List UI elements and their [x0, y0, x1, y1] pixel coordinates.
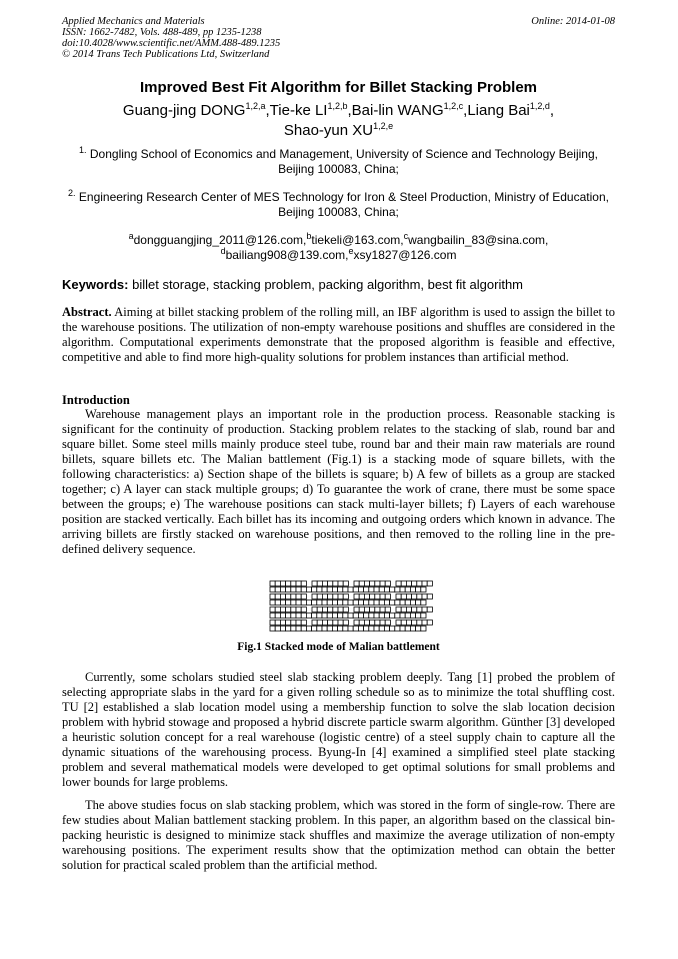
billet [396, 620, 401, 625]
billet [353, 600, 358, 605]
author-list [62, 101, 615, 141]
billet [427, 607, 432, 612]
billet [286, 581, 291, 586]
billet [301, 600, 306, 605]
billet [338, 587, 343, 592]
billet [385, 581, 390, 586]
billet [322, 581, 327, 586]
billet [322, 607, 327, 612]
billet [291, 607, 296, 612]
intro-paragraph-2: Currently, some scholars studied steel slab stacking problem deeply. Tang [1] probed the problem of selecting appropriate slabs in the yard for a given rolling schedule so as to minimize the total shuffling cost. TU [2] established a slab location model using a membership function to solve the slab location decision problem with hybrid stowage and proposed a hybrid discrete particle swarm algorithm. Günther [3] developed a heuristic solution concept for a real warehouse (logistic centre) of a steel supply chain to capture all the dynamic situations of the warehousing process. Byung-In [4] examined a simplified steel plate stacking problem and several mathematical models were developed to get optimal solutions for small problems and lower bounds for large problems. [62, 670, 615, 789]
billet [270, 600, 275, 605]
billet [275, 594, 280, 599]
billet [317, 581, 322, 586]
author-emails [62, 233, 615, 263]
billet [364, 594, 369, 599]
intro-paragraph-1: Warehouse management plays an important role in the production process. Reasonable stacking is significant for the continuity of production. Stacking problem relates to the stacking of slab, round bar and square billet. Some steel mills mainly produce steel tube, round bar and their main raw materials are round billets, square billets etc. The Malian battlement (Fig.1) is a stacking mode of square billets, with the following characteristics: a) Section shape of the billets is square; b) A few of billets as a group are stacked together; c) A layer can stack multiple groups; d) To guarantee the work of crane, there must be some space between the groups; e) The warehouse positions can stack multi-layer billets; f) Layers of each warehouse position are stacked vertically. Each billet has its incoming and outgoing orders which known in advance. The arriving billets are firstly stacked on warehouse positions, and then removed to the rolling line in the pre-defined delivery sequence. [62, 407, 615, 556]
billet [301, 620, 306, 625]
billet [421, 626, 426, 631]
billet [354, 607, 359, 612]
billet [384, 587, 389, 592]
billet [327, 626, 332, 631]
billet [306, 626, 311, 631]
billet [286, 594, 291, 599]
billet [343, 594, 348, 599]
author: Guang-jing DONG$^{1,2,a}$, [122, 101, 270, 119]
billet [338, 626, 343, 631]
billet [286, 613, 291, 618]
billet [354, 581, 359, 586]
billet [370, 620, 375, 625]
billet [343, 600, 348, 605]
journal-name: Applied Mechanics and Materials [62, 16, 205, 27]
billet [396, 594, 401, 599]
billet [280, 626, 285, 631]
billet [406, 607, 411, 612]
billet [379, 587, 384, 592]
billet [291, 600, 296, 605]
billet [301, 594, 306, 599]
billet [359, 607, 364, 612]
billet [374, 613, 379, 618]
billet [384, 613, 389, 618]
billet [317, 600, 322, 605]
email: $^d$bailiang908@139.com, [220, 246, 349, 262]
billet [380, 620, 385, 625]
billet [416, 613, 421, 618]
journal-copyright: © 2014 Trans Tech Publications Ltd, Switzerland [62, 49, 270, 60]
billet [338, 594, 343, 599]
billet [384, 626, 389, 631]
billet [374, 626, 379, 631]
billet [327, 587, 332, 592]
billet [338, 600, 343, 605]
billet [364, 607, 369, 612]
billet [317, 594, 322, 599]
billet [333, 607, 338, 612]
billet [338, 607, 343, 612]
billet [317, 587, 322, 592]
billet [412, 581, 417, 586]
billet [306, 600, 311, 605]
billet [275, 600, 280, 605]
billet [333, 594, 338, 599]
billet [332, 600, 337, 605]
billet [291, 587, 296, 592]
billet [358, 613, 363, 618]
billet [396, 581, 401, 586]
affiliation-2: $^{2.}$ Engineering Research Center of MES Technology for Iron & Steel Production, Ministry of Education, Beijing 100083, China; [68, 188, 609, 219]
billet [275, 581, 280, 586]
billet [400, 613, 405, 618]
billet [364, 613, 369, 618]
billet [296, 620, 301, 625]
billet [322, 620, 327, 625]
billet [417, 620, 422, 625]
billet [333, 581, 338, 586]
billet [410, 626, 415, 631]
billet [275, 613, 280, 618]
billet [406, 594, 411, 599]
billet [322, 600, 327, 605]
billet [385, 594, 390, 599]
billet [359, 594, 364, 599]
billet [369, 587, 374, 592]
billet [379, 613, 384, 618]
abstract [62, 305, 615, 365]
billet [380, 581, 385, 586]
billet [301, 581, 306, 586]
billet [390, 626, 395, 631]
billet [369, 626, 374, 631]
billet [374, 600, 379, 605]
billet [358, 626, 363, 631]
billet [312, 626, 317, 631]
billet [296, 594, 301, 599]
billet [353, 626, 358, 631]
keywords [62, 277, 615, 292]
billet [291, 620, 296, 625]
billet [306, 613, 311, 618]
journal-issn: ISSN: 1662-7482, Vols. 488-489, pp 1235-1238 [62, 27, 262, 38]
billet [379, 600, 384, 605]
billet [317, 620, 322, 625]
billet [385, 620, 390, 625]
billet [296, 587, 301, 592]
billet [296, 613, 301, 618]
billet [275, 607, 280, 612]
billet [296, 600, 301, 605]
billet [348, 600, 353, 605]
billet [301, 587, 306, 592]
billet [354, 594, 359, 599]
billet [333, 620, 338, 625]
billet [280, 587, 285, 592]
billet [390, 613, 395, 618]
billet [328, 581, 333, 586]
billet [343, 587, 348, 592]
billet [369, 600, 374, 605]
billet [332, 613, 337, 618]
billet [286, 626, 291, 631]
billet [291, 613, 296, 618]
billet [270, 607, 275, 612]
email: $^e$xsy1827@126.com [348, 246, 457, 262]
billet [291, 594, 296, 599]
billet [270, 581, 275, 586]
billet [312, 613, 317, 618]
billet [384, 600, 389, 605]
billet [410, 600, 415, 605]
affiliation-1: $^{1.}$ Dongling School of Economics and Management, University of Science and Technology Beijing, Beijing 100083, China; [79, 145, 598, 176]
keywords-label: Keywords: [62, 277, 129, 292]
billet [364, 626, 369, 631]
billet [286, 620, 291, 625]
billet [353, 613, 358, 618]
email: $^b$tiekeli@163.com, [306, 231, 404, 247]
billet [312, 581, 317, 586]
billet [375, 620, 380, 625]
billet [348, 626, 353, 631]
billet [395, 587, 400, 592]
figure-caption: Fig.1 Stacked mode of Malian battlement [237, 641, 440, 653]
billet [286, 587, 291, 592]
billet [280, 607, 285, 612]
billet [390, 587, 395, 592]
billet [322, 613, 327, 618]
journal-header [62, 16, 482, 60]
billet [380, 594, 385, 599]
billet [417, 594, 422, 599]
billet [343, 620, 348, 625]
billet [370, 594, 375, 599]
billet [375, 581, 380, 586]
billet [270, 587, 275, 592]
billet [312, 600, 317, 605]
billet [343, 613, 348, 618]
billet [364, 587, 369, 592]
billet [364, 600, 369, 605]
billet [338, 613, 343, 618]
billet [291, 626, 296, 631]
billet [280, 594, 285, 599]
billet [400, 600, 405, 605]
billet [364, 620, 369, 625]
billet [370, 581, 375, 586]
billet [275, 587, 280, 592]
author: Shao-yun XU$^{1,2,e}$ [283, 121, 394, 139]
billet [421, 613, 426, 618]
billet [401, 620, 406, 625]
billet [280, 613, 285, 618]
billet [421, 600, 426, 605]
billet [417, 581, 422, 586]
billet [332, 626, 337, 631]
billet [395, 626, 400, 631]
billet [306, 587, 311, 592]
billet [317, 607, 322, 612]
billet [291, 581, 296, 586]
billet [406, 581, 411, 586]
billet [312, 594, 317, 599]
billet [410, 613, 415, 618]
billet [296, 607, 301, 612]
billet [379, 626, 384, 631]
billet [338, 581, 343, 586]
billet [286, 600, 291, 605]
billet [390, 600, 395, 605]
billet [406, 620, 411, 625]
billet [270, 626, 275, 631]
billet [280, 600, 285, 605]
billet [375, 594, 380, 599]
billet [301, 626, 306, 631]
billet [322, 626, 327, 631]
keywords-text: billet storage, stacking problem, packing algorithm, best fit algorithm [132, 277, 524, 292]
section-heading-introduction: Introduction [62, 393, 130, 407]
billet [296, 626, 301, 631]
malian-battlement-figure [268, 579, 434, 637]
billet [405, 600, 410, 605]
billet [396, 607, 401, 612]
billet [358, 587, 363, 592]
billet [421, 587, 426, 592]
billet [358, 600, 363, 605]
billet [427, 581, 432, 586]
billet [400, 626, 405, 631]
billet [270, 620, 275, 625]
billet [301, 613, 306, 618]
billet [405, 587, 410, 592]
billet [359, 581, 364, 586]
billet [416, 626, 421, 631]
billet [332, 587, 337, 592]
billet [364, 581, 369, 586]
billet [405, 613, 410, 618]
billet [427, 620, 432, 625]
billet [422, 620, 427, 625]
author: Liang Bai$^{1,2,d}$, [467, 101, 555, 119]
billet [338, 620, 343, 625]
billet [401, 607, 406, 612]
billet [380, 607, 385, 612]
billet [322, 594, 327, 599]
billet [370, 607, 375, 612]
billet [328, 620, 333, 625]
abstract-label: Abstract. [62, 305, 112, 319]
billet [412, 620, 417, 625]
billet [427, 594, 432, 599]
billet [317, 613, 322, 618]
billet [374, 587, 379, 592]
billet [328, 607, 333, 612]
email: $^c$wangbailin_83@sina.com, [403, 231, 549, 247]
billet [322, 587, 327, 592]
billet [401, 594, 406, 599]
billet [270, 594, 275, 599]
billet [312, 620, 317, 625]
billet [270, 613, 275, 618]
billet [359, 620, 364, 625]
billet [405, 626, 410, 631]
billet [280, 620, 285, 625]
author: Bai-lin WANG$^{1,2,c}$, [351, 101, 468, 119]
billet [353, 587, 358, 592]
billet [400, 587, 405, 592]
abstract-text: Aiming at billet stacking problem of the rolling mill, an IBF algorithm is used to assign the billet to the warehouse positions. The utilization of non-empty warehouse positions and shuffles are considered in the algorithm. Computational experiments demonstrate that the proposed algorithm is feasible and effective, competitive and able to find more high-quality solutions for problem instances than artificial method. [62, 305, 616, 364]
billet [412, 594, 417, 599]
email: $^a$dongguangjing_2011@126.com, [128, 231, 307, 247]
billet [416, 600, 421, 605]
billet [327, 600, 332, 605]
billet [354, 620, 359, 625]
paper-title: Improved Best Fit Algorithm for Billet Stacking Problem [140, 79, 537, 96]
billet [327, 613, 332, 618]
billet [286, 607, 291, 612]
author: Tie-ke LI$^{1,2,b}$, [269, 101, 352, 119]
billet [312, 587, 317, 592]
billet [401, 581, 406, 586]
billet [312, 607, 317, 612]
billet [417, 607, 422, 612]
billet [343, 607, 348, 612]
billet [385, 607, 390, 612]
journal-doi: doi:10.4028/www.scientific.net/AMM.488-489.1235 [62, 38, 281, 49]
billet [317, 626, 322, 631]
billet [348, 613, 353, 618]
billet [375, 607, 380, 612]
billet [301, 607, 306, 612]
billet [412, 607, 417, 612]
billet [280, 581, 285, 586]
billet [275, 626, 280, 631]
intro-paragraph-3: The above studies focus on slab stacking problem, which was stored in the form of single-row. There are few studies about Malian battlement stacking problem. In this paper, an algorithm based on the classical bin-packing heuristic is designed to minimize stack shuffles and maximize the average utilization of non-empty warehousing positions. The experiment results show that the optimization method can obtain the better solution for practical scaled problem than the artificial method. [62, 798, 615, 872]
billet [422, 607, 427, 612]
billet [422, 594, 427, 599]
billet [422, 581, 427, 586]
billet [369, 613, 374, 618]
billet [343, 581, 348, 586]
billet [343, 626, 348, 631]
online-date: Online: 2014-01-08 [531, 16, 615, 27]
billet [395, 600, 400, 605]
billet [410, 587, 415, 592]
billet [296, 581, 301, 586]
billet [328, 594, 333, 599]
billet [275, 620, 280, 625]
billet [416, 587, 421, 592]
billet [348, 587, 353, 592]
billet [395, 613, 400, 618]
